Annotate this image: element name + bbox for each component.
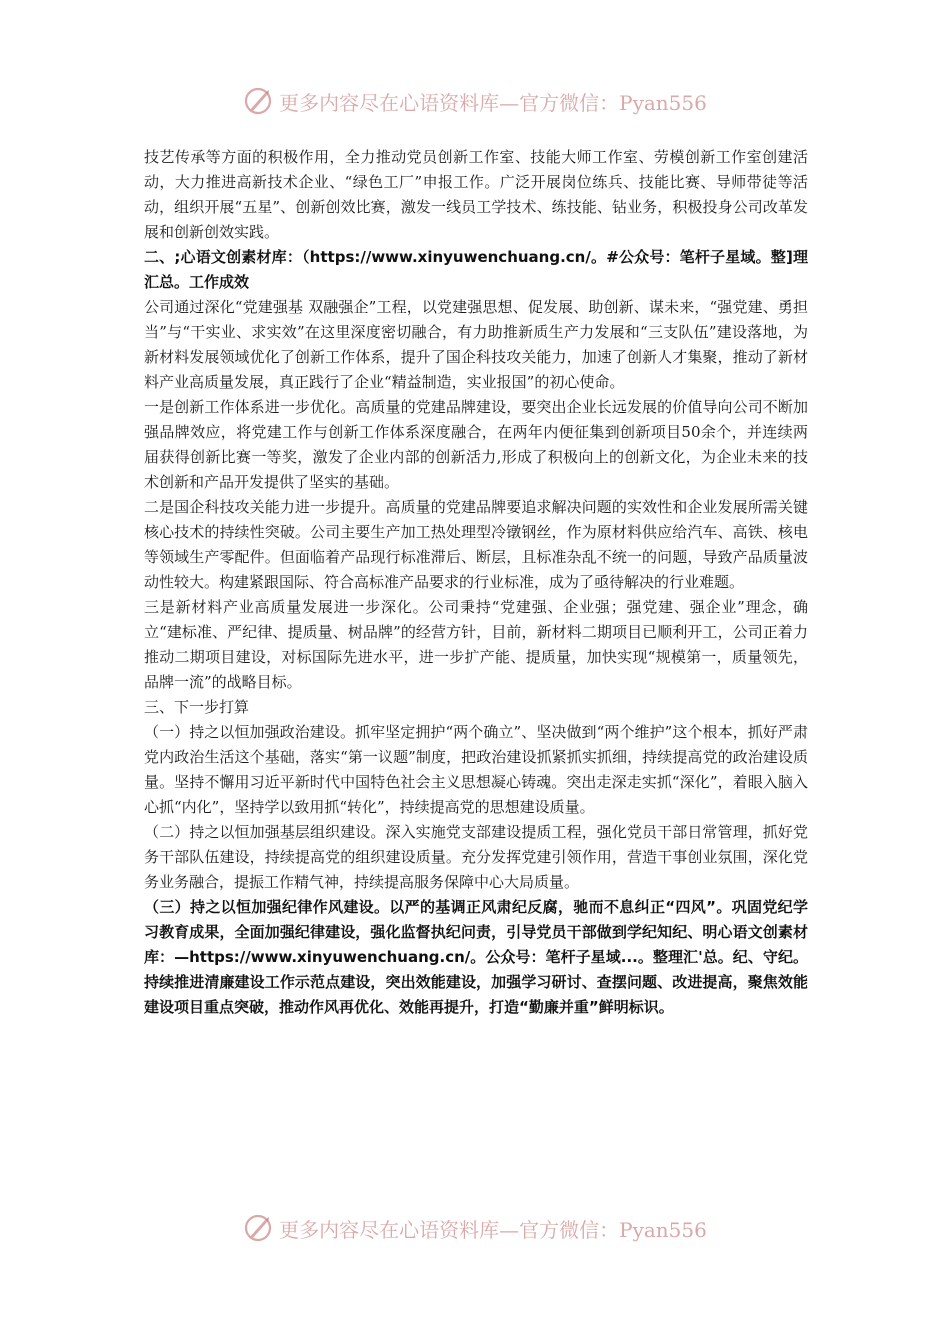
watermark-text: 更多内容尽在心语资料库—官方微信：Pyan556 xyxy=(279,90,707,115)
paragraph-discipline-building: （三）持之以恒加强纪律作风建设。以严的基调正风肃纪反腐，驰而不息纠正“四风”。巩固党纪学习教育成果，全面加强纪律建设，强化监督执纪问责，引导党员干部做到学纪知纪、明心语文创素材库：—https://www.xinyuwenchuang.cn/。公众号：笔杆子星域...。整理汇'总。纪、守纪。持续推进清廉建设工作示范点建设，突出效能建设，加强学习研讨、查摆问题、改进提高，聚焦效能建设项目重点突破，推动作风再优化、效能再提升，打造“勤廉并重”鲜明标识。 xyxy=(144,898,808,1016)
paragraph-innovation-system: 一是创新工作体系进一步优化。高质量的党建品牌建设，要突出企业长远发展的价值导向公司不断加强品牌效应，将党建工作与创新工作体系深度融合，在两年内便征集到创新项目50余个，并连续两届获得创新比赛一等奖，激发了企业内部的创新活力,形成了积极向上的创新文化，为企业未来的技术创新和产品开发提供了坚实的基础。 xyxy=(144,398,808,491)
paragraph-political-building: （一）持之以恒加强政治建设。抓牢坚定拥护“两个确立”、坚决做到“两个维护”这个根本，抓好严肃党内政治生活这个基础，落实“第一议题”制度，把政治建设抓紧抓实抓细，持续提高党的政治建设质量。坚持不懈用习近平新时代中国特色社会主义思想凝心铸魂。突出走深走实抓“深化”，着眼入脑入心抓“内化”，坚持学以致用抓“转化”，持续提高党的思想建设质量。 xyxy=(144,723,808,816)
footer-watermark xyxy=(0,1213,950,1243)
paragraph-organization-building: （二）持之以恒加强基层组织建设。深入实施党支部建设提质工程，强化党员干部日常管理，抓好党务干部队伍建设，持续提高党的组织建设质量。充分发挥党建引领作用，营造干事创业氛围，深化党务业务融合，提振工作精气神，持续提高服务保障中心大局质量。 xyxy=(144,823,808,891)
section-heading-next-steps: 三、下一步打算 xyxy=(144,698,250,716)
quill-pen-logo-icon xyxy=(243,1213,273,1243)
section-heading-results: 二、;心语文创素材库：（https://www.xinyuwenchuang.cn/。#公众号：笔杆子星域。整]理汇总。工作成效 xyxy=(144,248,808,291)
paragraph-intro: 技艺传承等方面的积极作用，全力推动党员创新工作室、技能大师工作室、劳模创新工作室创建活动，大力推进高新技术企业、“绿色工厂”申报工作。广泛开展岗位练兵、技能比赛、导师带徒等活动，组织开展“五星”、创新创效比赛，激发一线员工学技术、练技能、钻业务，积极投身公司改革发展和创新创效实践。 xyxy=(144,148,808,241)
paragraph-tech-capability: 二是国企科技攻关能力进一步提升。高质量的党建品牌要追求解决问题的实效性和企业发展所需关键核心技术的持续性突破。公司主要生产加工热处理型冷镦钢丝，作为原材料供应给汽车、高铁、核电等领域生产零配件。但面临着产品现行标准滞后、断层，且标准杂乱不统一的问题，导致产品质量波动性较大。构建紧跟国际、符合高标准产品要求的行业标准，成为了亟待解决的行业难题。 xyxy=(144,498,808,591)
watermark-text: 更多内容尽在心语资料库—官方微信：Pyan556 xyxy=(279,1217,707,1242)
document-body xyxy=(144,145,808,1020)
paragraph-new-materials: 三是新材料产业高质量发展进一步深化。公司秉持“党建强、企业强；强党建、强企业”理念，确立“建标准、严纪律、提质量、树品牌”的经营方针，目前，新材料二期项目已顺利开工，公司正着力推动二期项目建设，对标国际先进水平，进一步扩产能、提质量，加快实现“规模第一，质量领先，品牌一流”的战略目标。 xyxy=(144,598,808,691)
header-watermark xyxy=(0,86,950,116)
paragraph-results-summary: 公司通过深化“党建强基 双融强企”工程，以党建强思想、促发展、助创新、谋未来，“强党建、勇担当”与“干实业、求实效”在这里深度密切融合，有力助推新质生产力发展和“三支队伍”建设落地，为新材料发展领域优化了创新工作体系，提升了国企科技攻关能力，加速了创新人才集聚，推动了新材料产业高质量发展，真正践行了企业“精益制造，实业报国”的初心使命。 xyxy=(144,298,808,391)
quill-pen-logo-icon xyxy=(243,86,273,116)
